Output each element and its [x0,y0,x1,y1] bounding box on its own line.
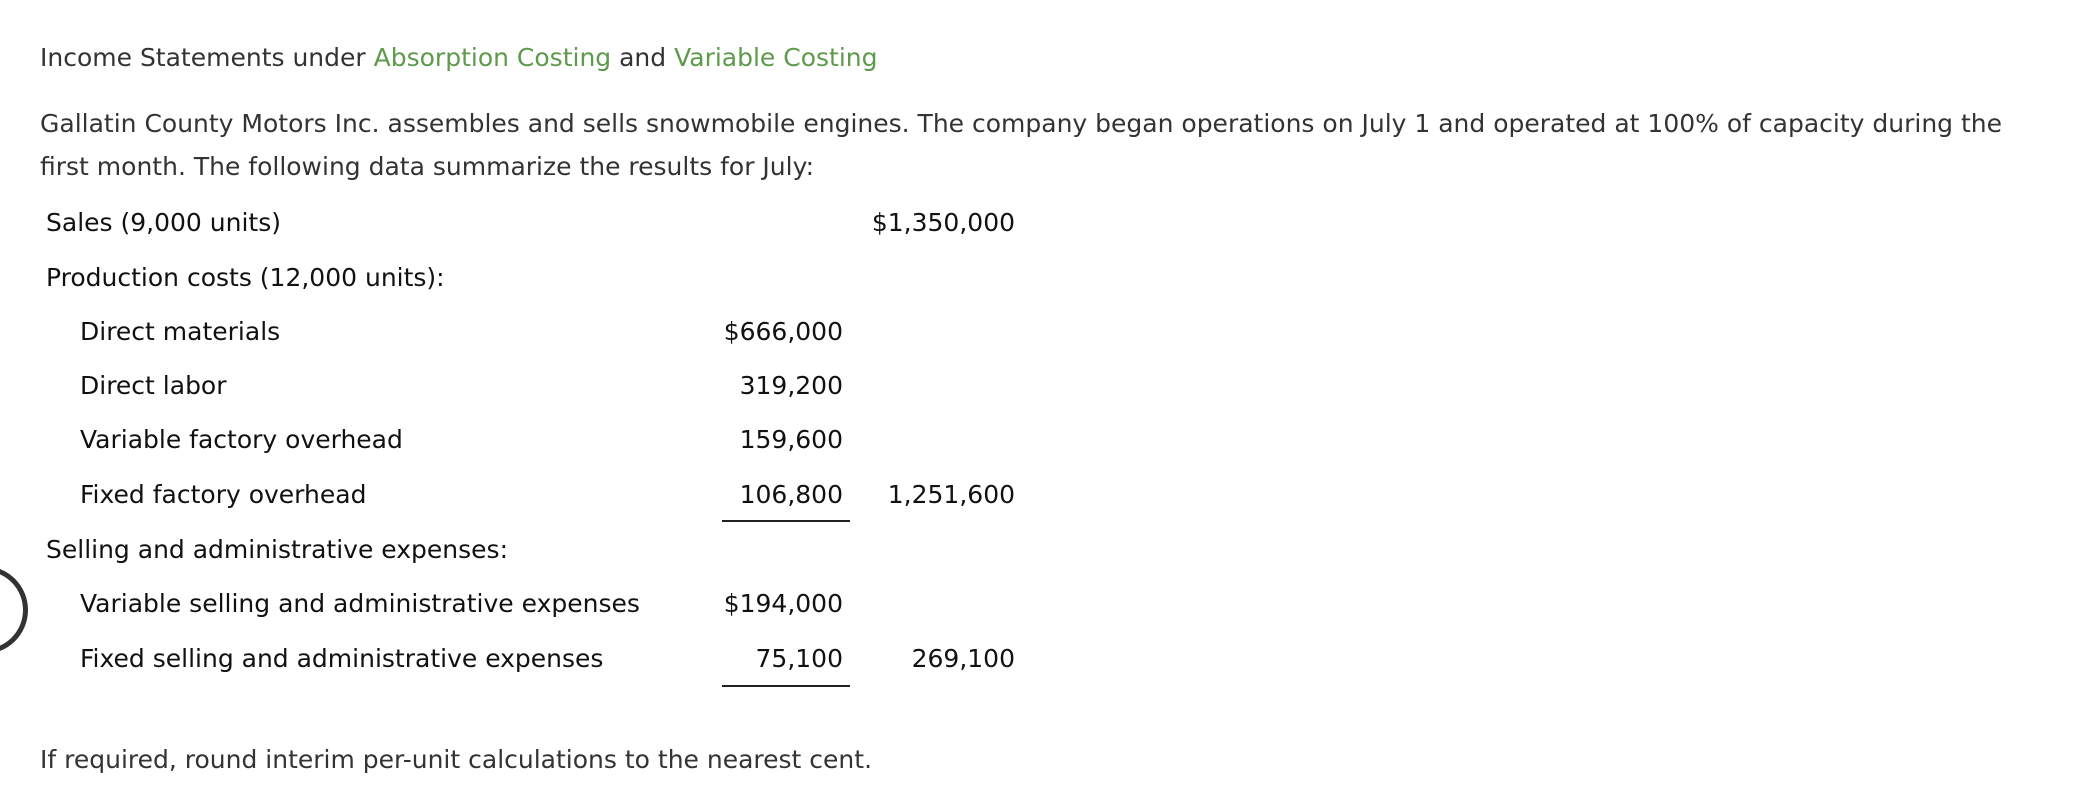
table-row-sales [0,201,1100,245]
rounding-note: If required, round interim per-unit calculations to the nearest cent. [40,745,873,774]
table-row-sa-header [0,528,1100,572]
variable-costing-link[interactable]: Variable Costing [674,43,878,72]
direct-labor-amount: 319,200 [739,371,843,400]
title-prefix: Income Statements under [40,43,374,72]
table-row-fixed-overhead [0,473,1100,517]
fixed-sa-label: Fixed selling and administrative expenses [80,644,604,673]
fixed-overhead-amount: 106,800 [739,480,843,509]
absorption-costing-link[interactable]: Absorption Costing [373,43,612,72]
title-middle: and [611,43,675,72]
variable-sa-amount: $194,000 [723,589,843,618]
variable-overhead-amount: 159,600 [739,425,843,454]
sales-label: Sales (9,000 units) [46,208,281,237]
fixed-overhead-label: Fixed factory overhead [80,480,367,509]
production-costs-header: Production costs (12,000 units): [46,263,445,292]
production-costs-total: 1,251,600 [887,480,1015,509]
sales-total: $1,350,000 [871,208,1015,237]
variable-overhead-label: Variable factory overhead [80,425,403,454]
variable-sa-label: Variable selling and administrative expenses [80,589,640,618]
direct-materials-amount: $666,000 [723,317,843,346]
page-title [40,40,878,76]
sa-expenses-total: 269,100 [911,644,1015,673]
intro-paragraph: Gallatin County Motors Inc. assembles and sells snowmobile engines. The company began operations on July 1 and operated at 100% of capacity during the first month. The following data summarize the results for July: [40,109,2003,181]
table-row-variable-sa [0,582,1100,626]
direct-labor-label: Direct labor [80,371,227,400]
table-row-production-header [0,256,1100,300]
subtotal-rule [722,520,850,522]
fixed-sa-amount: 75,100 [755,644,843,673]
subtotal-rule [722,685,850,687]
table-row-variable-overhead [0,418,1100,462]
sa-expenses-header: Selling and administrative expenses: [46,535,508,564]
table-row-direct-materials [0,310,1100,354]
table-row-fixed-sa [0,637,1100,681]
direct-materials-label: Direct materials [80,317,281,346]
table-row-direct-labor [0,364,1100,408]
